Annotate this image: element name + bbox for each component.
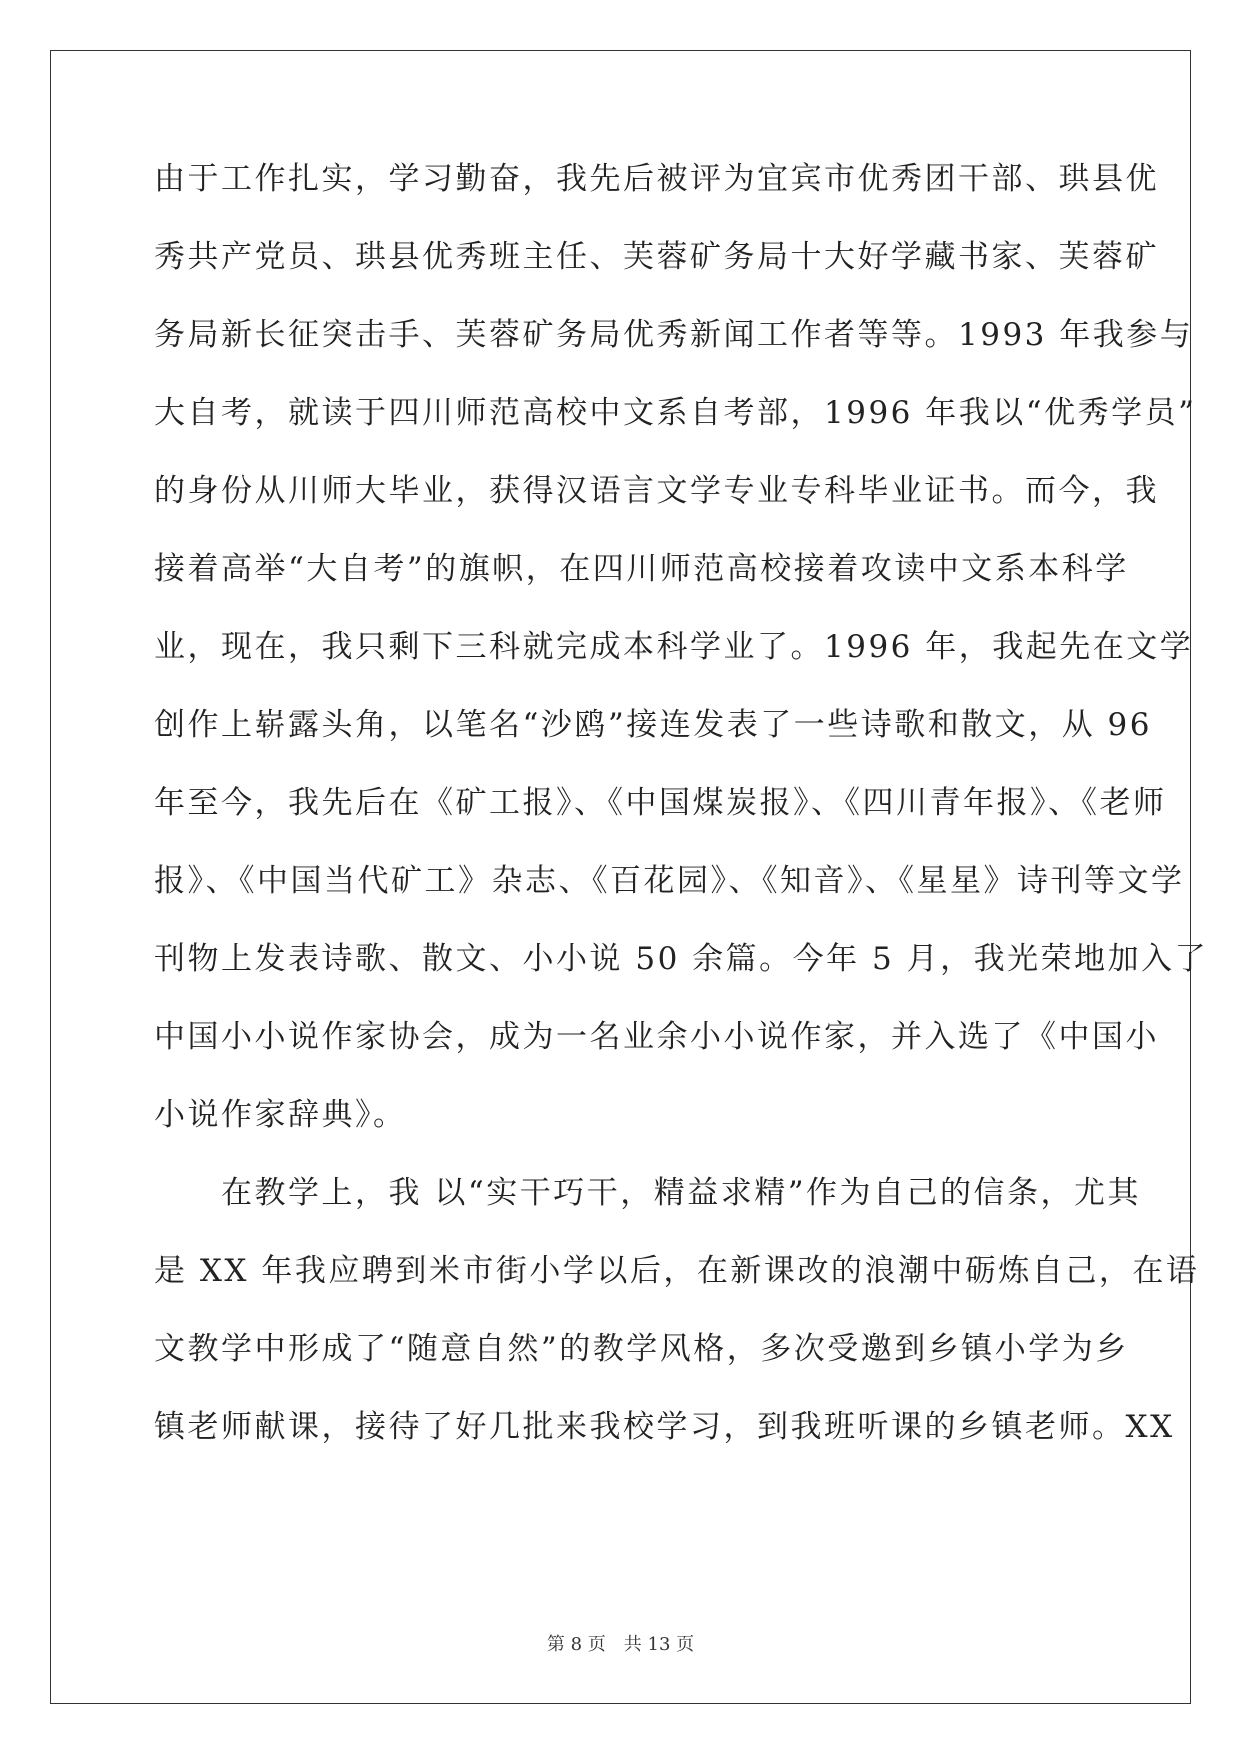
text-line: 秀共产党员、珙县优秀班主任、芙蓉矿务局十大好学藏书家、芙蓉矿: [154, 239, 1159, 275]
text-line: 年至今，我先后在《矿工报》、《中国煤炭报》、《四川青年报》、《老师: [154, 785, 1167, 821]
text-line: 刊物上发表诗歌、散文、小小说 50 余篇。今年 5 月，我光荣地加入了: [154, 941, 1209, 977]
text-line: 业，现在，我只剩下三科就完成本科学业了。1996 年，我起先在文学: [154, 629, 1194, 665]
text-line: 接着高举“大自考”的旗帜，在四川师范高校接着攻读中文系本科学: [154, 551, 1129, 587]
text-line: 的身份从川师大毕业，获得汉语言文学专业专科毕业证书。而今，我: [154, 473, 1159, 509]
text-line: 文教学中形成了“随意自然”的教学风格，多次受邀到乡镇小学为乡: [154, 1331, 1129, 1367]
text-line: 是 XX 年我应聘到米市街小学以后，在新课改的浪潮中砺炼自己，在语: [154, 1253, 1200, 1289]
text-line: 报》、《中国当代矿工》杂志、《百花园》、《知音》、《星星》诗刊等文学: [154, 863, 1185, 899]
text-line: 大自考，就读于四川师范高校中文系自考部，1996 年我以“优秀学员”: [154, 395, 1197, 431]
page-number: 第 8 页 共 13 页: [546, 1634, 695, 1655]
text-line: 小说作家辞典》。: [154, 1097, 407, 1133]
text-line: 镇老师献课，接待了好几批来我校学习，到我班听课的乡镇老师。XX: [154, 1409, 1175, 1445]
text-line: 创作上崭露头角，以笔名“沙鸥”接连发表了一些诗歌和散文，从 96: [154, 707, 1152, 743]
text-line: 由于工作扎实，学习勤奋，我先后被评为宜宾市优秀团干部、珙县优: [154, 161, 1159, 197]
document-body: [154, 155, 1209, 1481]
text-line: 在教学上，我 以“实干巧干，精益求精”作为自己的信条，尤其: [154, 1175, 1142, 1211]
text-line: 务局新长征突击手、芙蓉矿务局优秀新闻工作者等等。1993 年我参与: [154, 317, 1194, 353]
text-line: 中国小小说作家协会，成为一名业余小小说作家，并入选了《中国小: [154, 1019, 1159, 1055]
